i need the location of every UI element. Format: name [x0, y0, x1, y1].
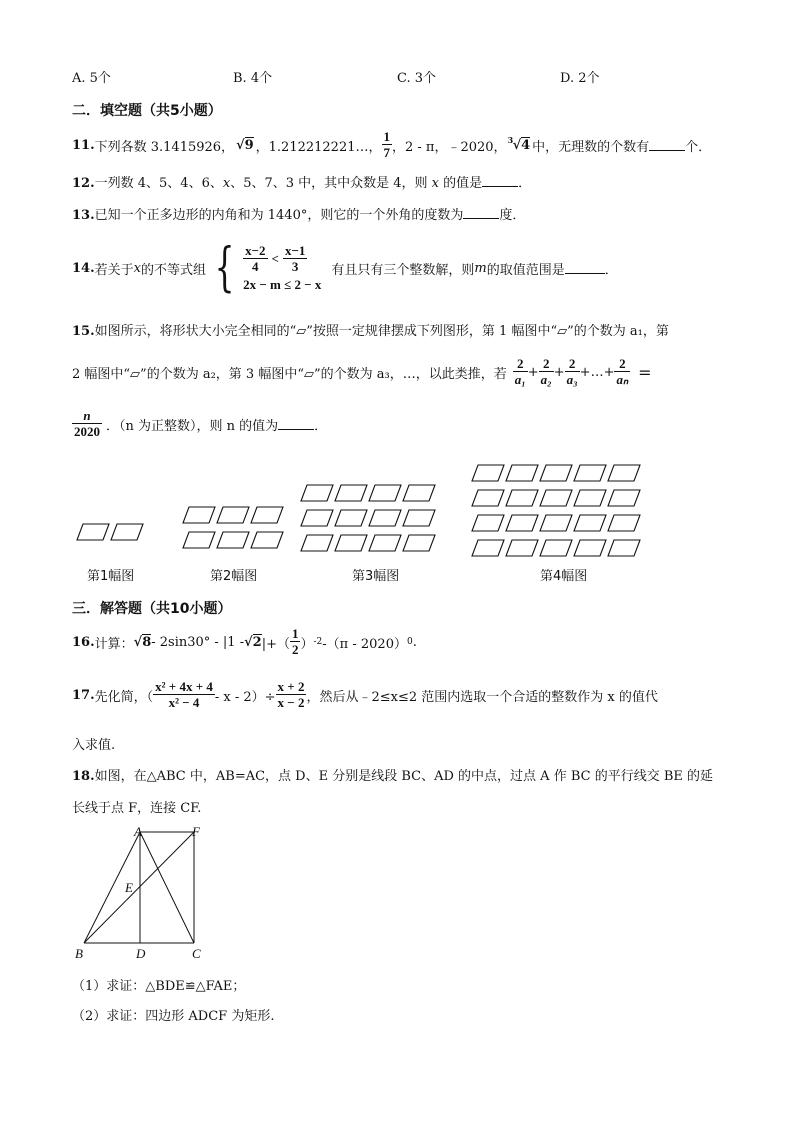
q12-text-c: 的值是 — [439, 176, 483, 191]
q12-number: 12. — [72, 176, 95, 191]
parallelogram-fig4 — [574, 490, 606, 506]
question-15-line2 — [72, 350, 652, 394]
parallelogram-fig4 — [506, 490, 538, 506]
option-c: C. 3个 — [397, 71, 437, 86]
q16-text-c: |+（ — [261, 636, 290, 652]
q18-line1: 如图，在△ABC 中，AB=AC，点 D、E 分别是线段 BC、AD 的中点，过点 A 作 BC 的平行线交 BE 的延 — [94, 769, 714, 784]
q14-var-m: m — [474, 260, 487, 276]
parallelogram-fig3 — [369, 535, 401, 551]
option-b: B. 4个 — [233, 71, 273, 86]
q11-text-d: 中，无理数的个数有 — [532, 139, 650, 155]
cbrt-4: 3 √4 — [507, 134, 531, 153]
parallelogram-fig4 — [540, 515, 572, 531]
plus-dots: +…+ — [579, 364, 615, 380]
sqrt-8: √8 — [133, 634, 152, 650]
equals: = — [638, 362, 652, 382]
q15-line3-end: ． — [314, 418, 328, 434]
point-b: B — [75, 946, 83, 961]
question-16 — [72, 622, 417, 662]
q16-text-f: . — [412, 634, 417, 650]
q12-var-x: x — [222, 176, 231, 191]
question-15-line3 — [72, 404, 327, 444]
parallelogram-fig4 — [506, 465, 538, 481]
parallelogram-fig4 — [540, 465, 572, 481]
q18-sub2: （2）求证：四边形 ADCF 为矩形. — [72, 1009, 275, 1024]
sum-term-2: $\frac{2}{\text{a₂}}$ — [540, 356, 552, 387]
parallelogram-fig4 — [472, 490, 504, 506]
parallelogram-fig4 — [506, 515, 538, 531]
q17-text-c: ，然后从﹣2≤x≤2 范围内选取一个合适的整数作为 x 的值代 — [306, 689, 658, 705]
parallelogram-fig2 — [217, 532, 249, 548]
sum-term-3: $\frac{2}{\text{a₃}}$ — [566, 356, 578, 387]
q11-text-c: ，2 - π，﹣2020， — [392, 139, 507, 155]
sum-term-1: $\frac{2}{\text{a₁}}$ — [514, 356, 526, 387]
q16-text-d: ） — [300, 636, 314, 652]
parallelogram-fig4 — [506, 540, 538, 556]
q14-text-c: 有且只有三个整数解，则 — [331, 262, 475, 278]
geometry-figure — [70, 822, 240, 972]
parallelogram-fig3 — [369, 485, 401, 501]
q16-text-e: -（π - 2020） — [322, 636, 407, 652]
q14-text-b: 的不等式组 — [140, 262, 206, 278]
q16-exp2: 0 — [406, 637, 413, 647]
parallelogram-fig4 — [608, 465, 640, 481]
q17-text-a: 先化简，（ — [94, 689, 154, 705]
parallelogram-fig4 — [608, 515, 640, 531]
parallelogram-fig4 — [472, 540, 504, 556]
question-17-line2: 入求值. — [72, 738, 116, 753]
q15-number: 15. — [72, 324, 95, 339]
sqrt-9: √9 — [236, 137, 254, 153]
parallelogram-fig3 — [403, 535, 435, 551]
brace-icon: { — [214, 238, 235, 298]
q13-blank[interactable] — [463, 207, 499, 219]
point-a: A — [134, 824, 142, 839]
parallelogram-fig1 — [77, 524, 109, 540]
q16-text-b: - 2sin30° - |1 - — [151, 634, 245, 650]
point-e: E — [125, 880, 133, 895]
parallelogram-fig3 — [301, 510, 333, 526]
q14-text-d: 的取值范围是 — [486, 262, 565, 278]
q12-text-b: 、5、7、3 中，其中众数是 4，则 — [230, 176, 432, 191]
question-15-line1 — [72, 320, 669, 339]
parallelogram-fig4 — [472, 465, 504, 481]
parallelogram-fig4 — [608, 490, 640, 506]
parallelogram-fig3 — [301, 535, 333, 551]
parallelogram-fig2 — [251, 532, 283, 548]
point-f: F — [192, 824, 200, 839]
figure-label-2: 第2幅图 — [210, 569, 258, 584]
parallelogram-fig3 — [403, 485, 435, 501]
parallelogram-fig4 — [540, 490, 572, 506]
less-than: < — [271, 251, 279, 266]
q14-blank[interactable] — [565, 262, 605, 274]
q16-number: 16. — [72, 634, 95, 650]
parallelogram-fig4 — [574, 465, 606, 481]
figure-label-3: 第3幅图 — [352, 569, 400, 584]
plus-2: + — [553, 364, 565, 380]
parallelogram-fig3 — [369, 510, 401, 526]
q15-line2: 2 幅图中“▱”的个数为 a₂，第 3 幅图中“▱”的个数为 a₃，…，以此类推，若 — [72, 366, 507, 382]
ineq1-left: $\frac{x-2}{4}$ — [245, 243, 266, 274]
option-a: A. 5个 — [72, 71, 111, 86]
q11-blank[interactable] — [649, 139, 685, 151]
fraction-n-2020: $\frac{n}{2020}$ — [74, 408, 100, 439]
parallelogram-fig4 — [574, 540, 606, 556]
figure-label-1: 第1幅图 — [87, 569, 135, 584]
parallelogram-fig4 — [574, 515, 606, 531]
plus-1: + — [527, 364, 539, 380]
q14-var-x: x — [133, 260, 141, 276]
ineq2: 2x − m ≤ 2 − x — [243, 277, 322, 292]
figure-label-4: 第4幅图 — [540, 569, 588, 584]
q14-text-a: 若关于 — [94, 262, 134, 278]
parallelogram-fig3 — [403, 510, 435, 526]
point-c: C — [192, 946, 201, 961]
point-d: D — [136, 946, 146, 961]
parallelogram-fig3 — [301, 485, 333, 501]
q12-text-a: 一列数 4、5、4、6、 — [94, 176, 223, 191]
q15-line1: 如图所示，将形状大小完全相同的“▱”按照一定规律摆成下列图形，第 1 幅图中“▱”的个数为 a₁，第 — [94, 324, 669, 339]
parallelogram-fig4 — [472, 515, 504, 531]
inequality-system — [208, 238, 322, 298]
q13-number: 13. — [72, 208, 95, 223]
parallelogram-fig2 — [251, 507, 283, 523]
question-14 — [72, 236, 618, 300]
q18-sub1: （1）求证：△BDE≌△FAE； — [72, 979, 246, 994]
q11-number: 11. — [72, 137, 95, 153]
question-13 — [72, 204, 525, 223]
q12-text-d: ． — [518, 176, 532, 191]
parallelogram-fig2 — [217, 507, 249, 523]
fraction-q17-b: $\frac{x + 2}{x - 2}$ — [277, 679, 305, 710]
q14-text-e: ． — [604, 262, 618, 278]
q18-number: 18. — [72, 769, 95, 784]
q13-text-a: 已知一个正多边形的内角和为 1440°，则它的一个外角的度数为 — [94, 208, 464, 223]
sqrt-2: √2 — [244, 634, 262, 650]
question-17 — [72, 672, 658, 718]
fraction-1-2: $\frac{1}{2}$ — [291, 626, 299, 657]
q15-blank[interactable] — [278, 418, 314, 430]
parallelogram-fig4 — [540, 540, 572, 556]
parallelogram-fig3 — [335, 485, 367, 501]
q11-text-e: 个． — [685, 139, 712, 155]
parallelogram-fig2 — [183, 507, 215, 523]
parallelogram-fig3 — [335, 510, 367, 526]
q14-number: 14. — [72, 260, 95, 276]
question-18-line2: 长线于点 F，连接 CF. — [72, 801, 202, 816]
parallelogram-fig3 — [335, 535, 367, 551]
ineq1-right: $\frac{x-1}{3}$ — [284, 243, 306, 274]
parallelogram-fig1 — [111, 524, 143, 540]
q11-text-b: ，1.212212221…， — [255, 139, 382, 155]
question-18-line1 — [72, 765, 713, 784]
q12-var-x2: x — [431, 176, 440, 191]
q16-text-a: 计算： — [94, 636, 134, 652]
section2-title: 二．填空题（共5小题） — [72, 103, 222, 119]
q13-text-b: 度． — [499, 208, 526, 223]
parallelogram-fig4 — [608, 540, 640, 556]
q12-blank[interactable] — [482, 175, 518, 187]
q17-text-b: - x - 2）÷ — [214, 689, 276, 705]
sum-term-n: $\frac{2}{\text{aₙ}}$ — [616, 356, 629, 387]
q15-line3: ．（n 为正整数），则 n 的值为 — [106, 418, 279, 434]
parallelogram-fig2 — [183, 532, 215, 548]
question-12 — [72, 172, 531, 191]
question-11 — [72, 127, 711, 163]
option-d: D. 2个 — [560, 71, 600, 86]
q11-text-a: 下列各数 3.1415926， — [94, 139, 235, 155]
q17-number: 17. — [72, 687, 95, 703]
q16-exp: -2 — [313, 637, 323, 647]
section3-title: 三．解答题（共10小题） — [72, 601, 232, 617]
fraction-q17-a: $\frac{\text{x² + 4x + 4}}{\text{x² − 4}}$ — [155, 679, 213, 710]
fraction-1-7: $\frac{1}{7}$ — [383, 129, 390, 160]
